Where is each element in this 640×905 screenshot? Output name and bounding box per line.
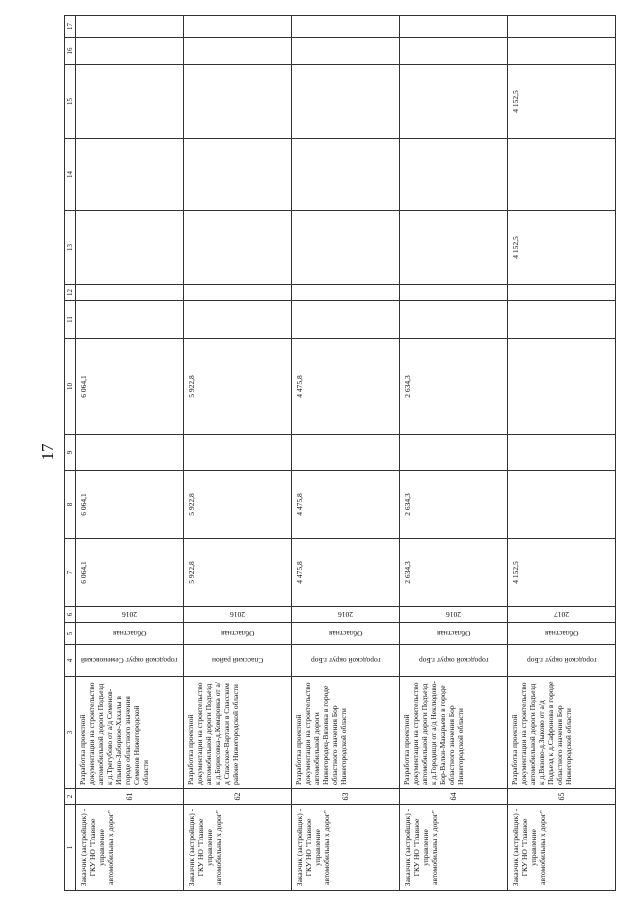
column-number: 7 (65, 539, 76, 607)
cost-col11 (292, 301, 400, 339)
customer-cell: Заказчик (застройщик) - ГКУ НО "Главное управление автомобильны х дорог" (400, 805, 508, 891)
cost-col9 (76, 435, 184, 471)
cost-col8: 2 634,3 (400, 471, 508, 539)
cost-col14 (184, 139, 292, 211)
cost-col15 (184, 65, 292, 139)
budget-cell (508, 623, 616, 645)
cost-col16 (292, 38, 400, 65)
cost-col17 (400, 16, 508, 38)
budget-cell-text: Областная (112, 629, 147, 638)
cost-col8: 4 475,8 (292, 471, 400, 539)
budget-cell (292, 623, 400, 645)
year-cell (292, 607, 400, 623)
column-number: 15 (65, 65, 76, 139)
column-number: 11 (65, 301, 76, 339)
cost-col13 (184, 211, 292, 285)
cost-total: 6 064,1 (76, 539, 184, 607)
column-number: 16 (65, 38, 76, 65)
cost-col13 (76, 211, 184, 285)
cost-col14 (508, 139, 616, 211)
cost-col9 (400, 435, 508, 471)
year-cell (76, 607, 184, 623)
cost-col17 (508, 16, 616, 38)
district-cell-text: Спасский район (211, 656, 264, 665)
customer-cell: Заказчик (застройщик) - ГКУ НО "Главное управление автомобильны х дорог" (292, 805, 400, 891)
district-cell (76, 645, 184, 677)
cost-col16 (508, 38, 616, 65)
budget-cell (184, 623, 292, 645)
cost-col13: 4 152,5 (508, 211, 616, 285)
customer-cell: Заказчик (застройщик) - ГКУ НО "Главное управление автомобильны х дорог" (508, 805, 616, 891)
column-number: 4 (65, 645, 76, 677)
cost-col17 (76, 16, 184, 38)
cost-col12 (292, 285, 400, 301)
column-number: 12 (65, 285, 76, 301)
cost-col15 (400, 65, 508, 139)
cost-col14 (292, 139, 400, 211)
table-row (400, 16, 508, 891)
year-cell (508, 607, 616, 623)
year-cell-text: 2016 (230, 610, 245, 619)
table-row (184, 16, 292, 891)
cost-col11 (184, 301, 292, 339)
cost-total: 5 922,8 (184, 539, 292, 607)
district-cell-text: городской округ г.Бор (526, 656, 597, 665)
column-number: 8 (65, 471, 76, 539)
district-cell (184, 645, 292, 677)
column-number: 9 (65, 435, 76, 471)
cost-col16 (184, 38, 292, 65)
cost-col16 (76, 38, 184, 65)
description-cell: Разработка проектной документации на строительство автомобильной дороги Подъезд к д.Вязово-д.Зыково от а/д Подъезд к д.Сафронова в городе областного значения Бор Нижегородской области (508, 677, 616, 789)
rotated-table-container (64, 16, 614, 891)
cost-col17 (292, 16, 400, 38)
cost-col10 (508, 339, 616, 435)
cost-col14 (76, 139, 184, 211)
cost-col12 (400, 285, 508, 301)
cost-col16 (400, 38, 508, 65)
cost-col10: 6 064,1 (76, 339, 184, 435)
cost-col9 (508, 435, 616, 471)
cost-col12 (184, 285, 292, 301)
cost-col11 (508, 301, 616, 339)
budget-table (64, 15, 616, 891)
column-number: 6 (65, 607, 76, 623)
district-cell (508, 645, 616, 677)
cost-col17 (184, 16, 292, 38)
year-cell (184, 607, 292, 623)
year-cell-text: 2016 (338, 610, 353, 619)
column-number: 1 (65, 805, 76, 891)
description-cell: Разработка проектной документации на строительство автомобильной дороги Подъезд к д.Борисовка-д.Комаровка от а/д Спасское-Вартаки в Спасском районе Нижегородской области (184, 677, 292, 789)
row-number: 64 (400, 789, 508, 805)
budget-cell (76, 623, 184, 645)
cost-col8: 6 064,1 (76, 471, 184, 539)
cost-col12 (76, 285, 184, 301)
year-cell-text: 2017 (554, 610, 569, 619)
cost-col13 (400, 211, 508, 285)
budget-cell-text: Областная (328, 629, 363, 638)
column-number: 14 (65, 139, 76, 211)
description-cell: Разработка проектной документации на строительство автомобильной дороги Нижегородец-Вязовка в городе областного значения Бор Нижегородской области (292, 677, 400, 789)
year-cell-text: 2016 (122, 610, 137, 619)
budget-cell (400, 623, 508, 645)
column-number: 5 (65, 623, 76, 645)
cost-col9 (292, 435, 400, 471)
row-number: 62 (184, 789, 292, 805)
row-number: 65 (508, 789, 616, 805)
cost-col11 (400, 301, 508, 339)
page-number: 17 (38, 443, 57, 461)
cost-col8 (508, 471, 616, 539)
description-cell: Разработка проектной документации на строительство автомобильной дороги Подъезд к д.Городищи от а/д Неклюдово-Бор-Валки-Макарьево в городе областного значения Бор Нижегородской области (400, 677, 508, 789)
year-cell (400, 607, 508, 623)
cost-col15: 4 152,5 (508, 65, 616, 139)
customer-cell: Заказчик (застройщик) - ГКУ НО "Главное управление автомобильны х дорог" (76, 805, 184, 891)
cost-col13 (292, 211, 400, 285)
table-row (508, 16, 616, 891)
cost-col15 (292, 65, 400, 139)
column-number: 2 (65, 789, 76, 805)
row-number: 63 (292, 789, 400, 805)
district-cell (400, 645, 508, 677)
column-number-row (65, 16, 76, 891)
column-number: 13 (65, 211, 76, 285)
district-cell (292, 645, 400, 677)
cost-total: 4 475,8 (292, 539, 400, 607)
cost-total: 4 152,5 (508, 539, 616, 607)
district-cell-text: городской округ г.Бор (310, 656, 381, 665)
budget-cell-text: Областная (544, 629, 579, 638)
cost-total: 2 634,3 (400, 539, 508, 607)
cost-col14 (400, 139, 508, 211)
cost-col10: 4 475,8 (292, 339, 400, 435)
cost-col10: 2 634,3 (400, 339, 508, 435)
cost-col8: 5 922,8 (184, 471, 292, 539)
description-cell: Разработка проектной документации на строительство автомобильной дороги Подъезд к д.Трегубово от а/д Семенов-Ильино-Заборное-Хахалы в городе областного значения Семенов Нижегородской области (76, 677, 184, 789)
document-page (64, 16, 614, 891)
customer-cell: Заказчик (застройщик) - ГКУ НО "Главное управление автомобильны х дорог" (184, 805, 292, 891)
column-number: 10 (65, 339, 76, 435)
cost-col9 (184, 435, 292, 471)
cost-col12 (508, 285, 616, 301)
budget-cell-text: Областная (220, 629, 255, 638)
cost-col10: 5 922,8 (184, 339, 292, 435)
row-number: 61 (76, 789, 184, 805)
district-cell-text: городской округ Семеновский (81, 656, 178, 665)
column-number: 17 (65, 16, 76, 38)
table-row (76, 16, 184, 891)
cost-col11 (76, 301, 184, 339)
column-number: 3 (65, 677, 76, 789)
year-cell-text: 2016 (446, 610, 461, 619)
cost-col15 (76, 65, 184, 139)
district-cell-text: городской округ г.Бор (418, 656, 489, 665)
table-row (292, 16, 400, 891)
budget-cell-text: Областная (436, 629, 471, 638)
